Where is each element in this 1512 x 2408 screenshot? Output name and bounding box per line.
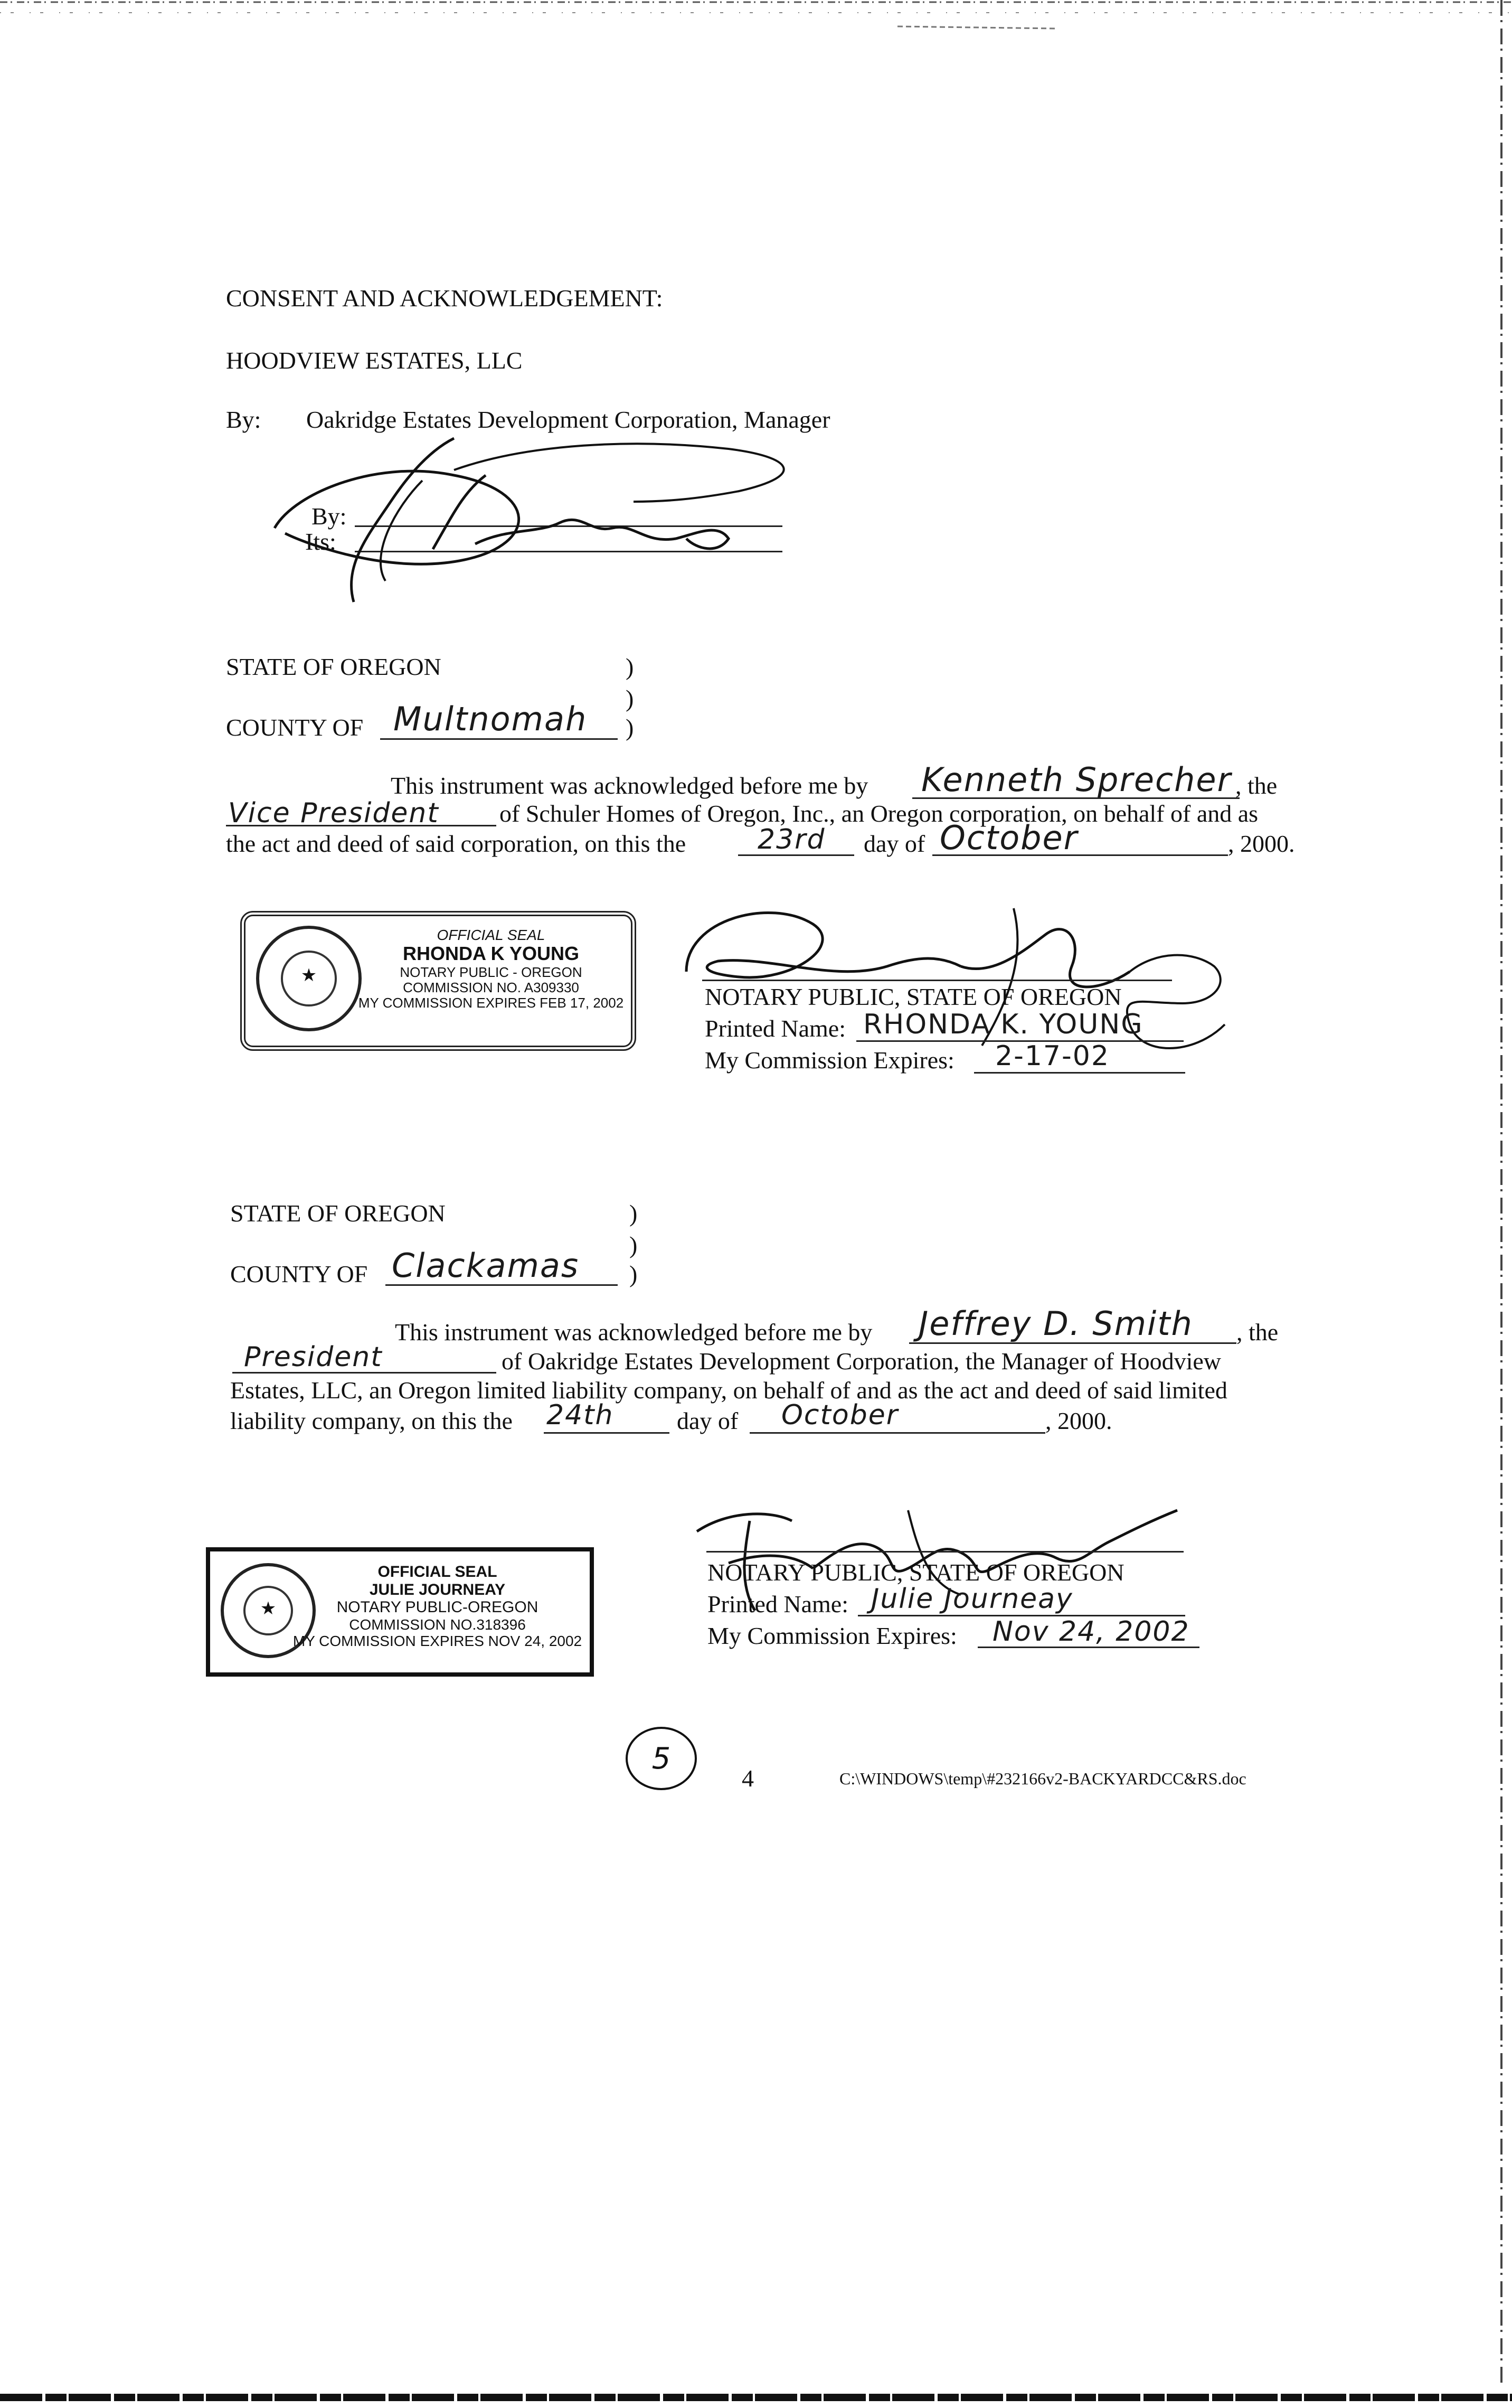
consent-heading: CONSENT AND ACKNOWLEDGEMENT: — [226, 285, 663, 312]
ack2-county-handwritten: Clackamas — [392, 1246, 580, 1285]
seal2-line4: COMMISSION NO.318396 — [349, 1616, 526, 1633]
ack1-line3-text: the act and deed of said corporation, on this the — [226, 830, 686, 857]
ack1-name-line — [912, 797, 1240, 799]
scan-top-edge — [0, 0, 1512, 37]
state-seal-emblem-icon: ★ — [221, 1563, 316, 1658]
consent-by-label: By: — [226, 406, 261, 433]
seal2-line2: JULIE JOURNEAY — [369, 1581, 506, 1598]
ack1-line1-end: , the — [1235, 772, 1278, 799]
ack2-day-handwritten: 24th — [546, 1399, 614, 1431]
ack1-line2-text: of Schuler Homes of Oregon, Inc., an Oregon corporation, on behalf of and as — [499, 800, 1259, 827]
notary1-expires-handwritten: 2-17-02 — [995, 1040, 1110, 1072]
consent-sig-by-label: By: — [311, 503, 347, 530]
notary1-expires-label: My Commission Expires: — [705, 1047, 955, 1074]
ack1-paren-1: ) — [626, 653, 634, 680]
ack1-month-handwritten: October — [940, 819, 1079, 857]
notary2-printed-handwritten: Julie Journeay — [871, 1583, 1073, 1615]
notary2-label: NOTARY PUBLIC, STATE OF OREGON — [707, 1559, 1124, 1586]
ack1-month-line — [932, 854, 1228, 856]
notary2-expires-handwritten: Nov 24, 2002 — [993, 1616, 1190, 1648]
ack1-county-line — [380, 738, 618, 740]
ack1-day-line — [738, 854, 854, 856]
seal2-line1: OFFICIAL SEAL — [377, 1563, 497, 1581]
ack1-name-handwritten: Kenneth Sprecher — [921, 760, 1232, 799]
seal1-line1: OFFICIAL SEAL — [437, 927, 545, 943]
ack2-paren-3: ) — [629, 1261, 638, 1287]
ack2-paren-1: ) — [629, 1200, 638, 1227]
seal1-line2: RHONDA K YOUNG — [402, 943, 580, 965]
ack1-paren-3: ) — [626, 714, 634, 741]
ack1-county-handwritten: Multnomah — [393, 700, 588, 738]
ack1-line1-text: This instrument was acknowledged before me by — [391, 772, 868, 799]
ack2-month-line — [750, 1432, 1045, 1434]
ack2-line1-text: This instrument was acknowledged before me by — [395, 1319, 873, 1346]
ack1-year: , 2000. — [1228, 830, 1295, 857]
ack1-title-line — [226, 825, 496, 826]
ack1-title-handwritten: Vice President — [228, 797, 439, 829]
seal1-line4: COMMISSION NO. A309330 — [403, 979, 579, 995]
notary1-label: NOTARY PUBLIC, STATE OF OREGON — [705, 983, 1122, 1010]
ack2-line1-end: , the — [1236, 1319, 1279, 1346]
ack2-line2-text: of Oakridge Estates Development Corporation, the Manager of Hoodview — [502, 1348, 1221, 1375]
ack2-line3-text: Estates, LLC, an Oregon limited liability company, on behalf of and as the act and deed of said limited — [230, 1377, 1227, 1404]
ack1-state: STATE OF OREGON — [226, 653, 441, 680]
seal1-line3: NOTARY PUBLIC - OREGON — [400, 964, 582, 980]
ack2-state: STATE OF OREGON — [230, 1200, 446, 1227]
document-filename: C:\WINDOWS\temp\#232166v2-BACKYARDCC&RS.doc — [839, 1769, 1246, 1788]
notary-seal-julie-journeay — [206, 1547, 594, 1677]
ack1-paren-2: ) — [626, 685, 634, 712]
ack2-day-label: day of — [677, 1407, 739, 1434]
page-number: 4 — [742, 1765, 754, 1792]
notary2-signature-line — [706, 1551, 1184, 1553]
consent-sig-its-label: Its: — [305, 528, 336, 555]
notary1-signature-line — [702, 980, 1172, 981]
notary1-printed-handwritten: RHONDA K. YOUNG — [863, 1009, 1144, 1040]
ack2-paren-2: ) — [629, 1231, 638, 1258]
consent-signature — [264, 428, 818, 628]
seal2-line5: MY COMMISSION EXPIRES NOV 24, 2002 — [292, 1633, 582, 1650]
seal2-line3: NOTARY PUBLIC-OREGON — [336, 1598, 538, 1616]
ack2-name-handwritten: Jeffrey D. Smith — [919, 1304, 1193, 1343]
ack1-day-handwritten: 23rd — [758, 824, 826, 855]
ack2-name-line — [909, 1342, 1236, 1344]
scan-right-edge — [1494, 0, 1512, 2387]
notary-seal-rhonda-young — [240, 911, 636, 1051]
notary1-printed-label: Printed Name: — [705, 1015, 846, 1042]
state-seal-emblem-icon: ★ — [256, 926, 362, 1031]
consent-entity: HOODVIEW ESTATES, LLC — [226, 347, 523, 374]
ack1-county-label: COUNTY OF — [226, 714, 364, 741]
circled-page-number: 5 — [626, 1727, 697, 1790]
ack2-line4-text: liability company, on this the — [230, 1407, 513, 1434]
ack2-month-handwritten: October — [781, 1399, 899, 1431]
ack2-title-line — [232, 1372, 496, 1374]
notary1-expires-line — [974, 1072, 1185, 1074]
ack2-county-line — [385, 1284, 618, 1286]
ack1-day-label: day of — [864, 830, 925, 857]
notary2-expires-line — [978, 1647, 1199, 1648]
ack2-year: , 2000. — [1045, 1407, 1112, 1434]
ack2-title-handwritten: President — [244, 1341, 383, 1373]
ack2-county-label: COUNTY OF — [230, 1261, 368, 1287]
notary2-expires-label: My Commission Expires: — [707, 1622, 957, 1649]
seal1-line5: MY COMMISSION EXPIRES FEB 17, 2002 — [358, 994, 624, 1011]
consent-by-value: Oakridge Estates Development Corporation, Manager — [306, 406, 830, 433]
scan-bottom-edge — [0, 2387, 1512, 2408]
ack2-day-line — [544, 1432, 669, 1434]
notary2-printed-label: Printed Name: — [707, 1591, 848, 1617]
